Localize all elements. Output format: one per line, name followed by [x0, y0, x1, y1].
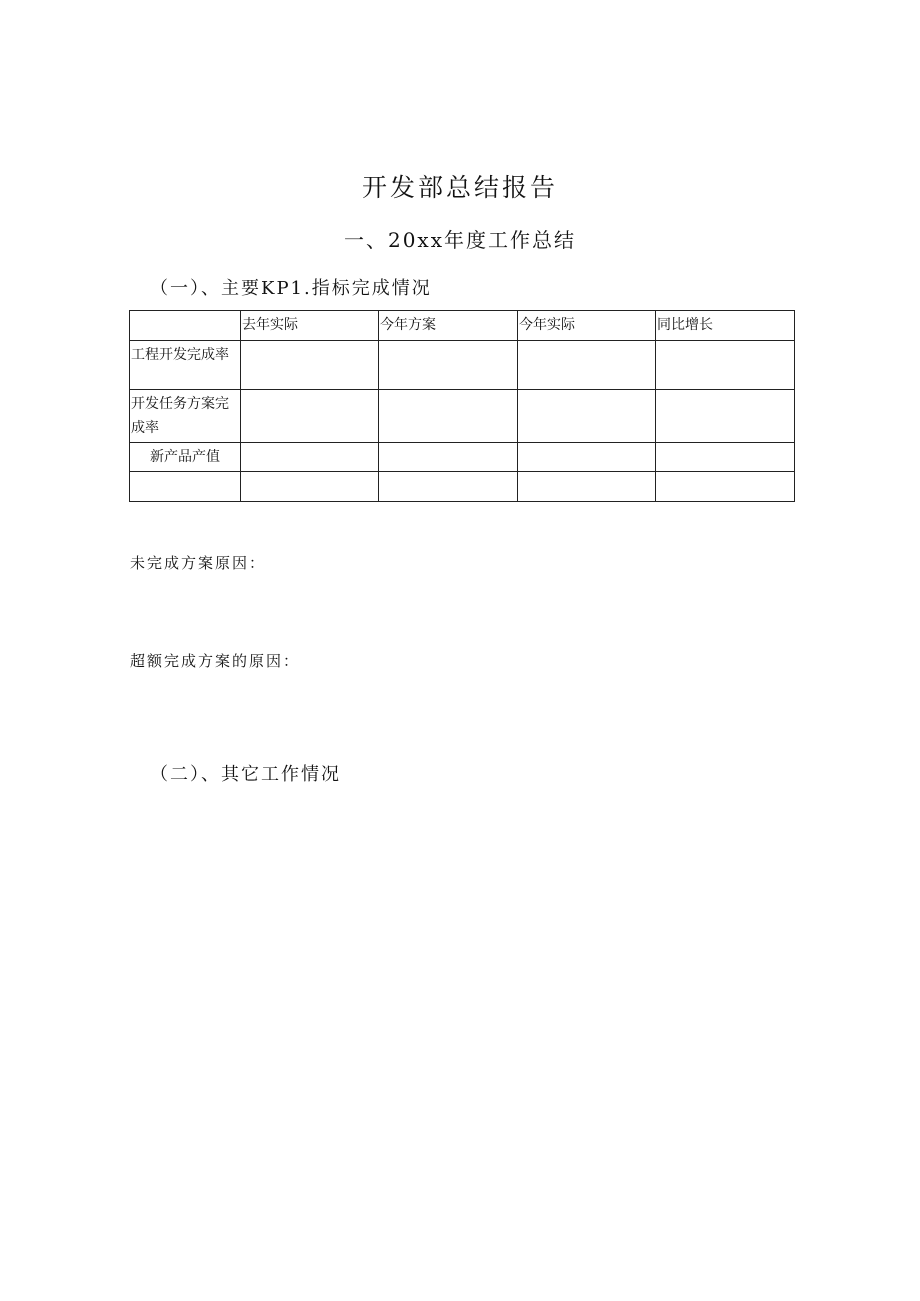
table-cell [656, 443, 795, 472]
table-row-label: 开发任务方案完成率 [130, 390, 241, 443]
table-header-cell: 去年实际 [241, 311, 379, 341]
table-row [130, 390, 795, 443]
table-cell [518, 443, 656, 472]
section-heading-kpi: （一）、主要KP1.指标完成情况 [150, 278, 432, 299]
table-header-cell: 同比增长 [656, 311, 795, 341]
table-cell [656, 472, 795, 502]
table-row-label: 新产品产值 [130, 443, 241, 472]
table-row [130, 472, 795, 502]
table-cell [241, 443, 379, 472]
document-title: 开发部总结报告 [361, 173, 558, 202]
table-cell [241, 390, 379, 443]
table-cell [379, 443, 518, 472]
table-cell [379, 472, 518, 502]
table-header-cell: 今年实际 [518, 311, 656, 341]
document-subtitle: 一、20xx年度工作总结 [343, 228, 576, 252]
table-cell [518, 341, 656, 390]
table-row [130, 341, 795, 390]
unfinished-reason-label: 未完成方案原因： [130, 554, 267, 572]
table-cell [379, 341, 518, 390]
table-header-row [130, 311, 795, 341]
table-row-label: 工程开发完成率 [130, 341, 241, 390]
exceeded-reason-label: 超额完成方案的原因： [130, 652, 301, 670]
section-heading-other-work: （二）、其它工作情况 [150, 764, 341, 785]
table-cell [518, 472, 656, 502]
table-cell [656, 390, 795, 443]
table-header-cell: 今年方案 [379, 311, 518, 341]
kpi-table [129, 310, 795, 502]
table-cell [241, 341, 379, 390]
table-cell [241, 472, 379, 502]
table-cell [518, 390, 656, 443]
table-cell [656, 341, 795, 390]
table-row-label [130, 472, 241, 502]
table-cell [379, 390, 518, 443]
table-header-cell [130, 311, 241, 341]
table-row [130, 443, 795, 472]
